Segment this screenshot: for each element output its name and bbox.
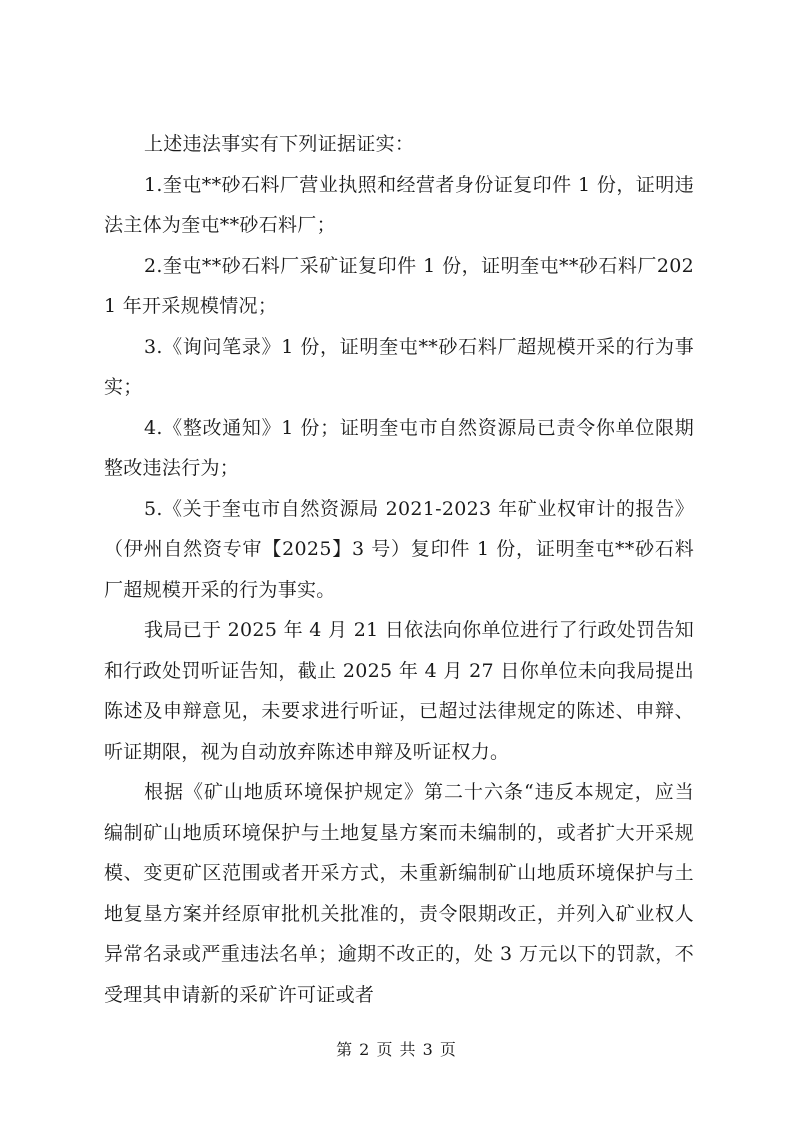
evidence-intro-paragraph: 上述违法事实有下列证据证实： — [144, 133, 415, 155]
evidence-item-1: 1.奎屯**砂石料厂营业执照和经营者身份证复印件 1 份，证明违法主体为奎屯**砂石料厂； — [104, 173, 694, 236]
evidence-item-3: 3.《询问笔录》1 份，证明奎屯**砂石料厂超规模开采的行为事实； — [104, 335, 694, 398]
evidence-item-5: 5.《关于奎屯市自然资源局 2021-2023 年矿业权审计的报告》（伊州自然资专审【2025】3 号）复印件 1 份，证明奎屯**砂石料厂超规模开采的行为事实。 — [104, 497, 694, 601]
page-number-footer: 第 2 页 共 3 页 — [336, 1040, 457, 1059]
evidence-item-4: 4.《整改通知》1 份；证明奎屯市自然资源局已责令你单位限期整改违法行为； — [104, 416, 694, 479]
document-body — [104, 124, 694, 1015]
evidence-item-2: 2.奎屯**砂石料厂采矿证复印件 1 份，证明奎屯**砂石料厂2021 年开采规模情况； — [104, 254, 694, 317]
legal-basis-paragraph: 根据《矿山地质环境保护规定》第二十六条“违反本规定，应当编制矿山地质环境保护与土地复垦方案而未编制的，或者扩大开采规模、变更矿区范围或者开采方式，未重新编制矿山地质环境保护与土地复垦方案并经原审批机关批准的，责令限期改正，并列入矿业权人异常名录或严重违法名单；逾期不改正的，处 3 万元以下的罚款，不受理其申请新的采矿许可证或者 — [104, 781, 694, 1006]
notification-paragraph: 我局已于 2025 年 4 月 21 日依法向你单位进行了行政处罚告知和行政处罚听证告知，截止 2025 年 4 月 27 日你单位未向我局提出陈述及申辩意见，未要求进行听证，已超过法律规定的陈述、申辩、听证期限，视为自动放弃陈述申辩及听证权力。 — [104, 619, 694, 763]
